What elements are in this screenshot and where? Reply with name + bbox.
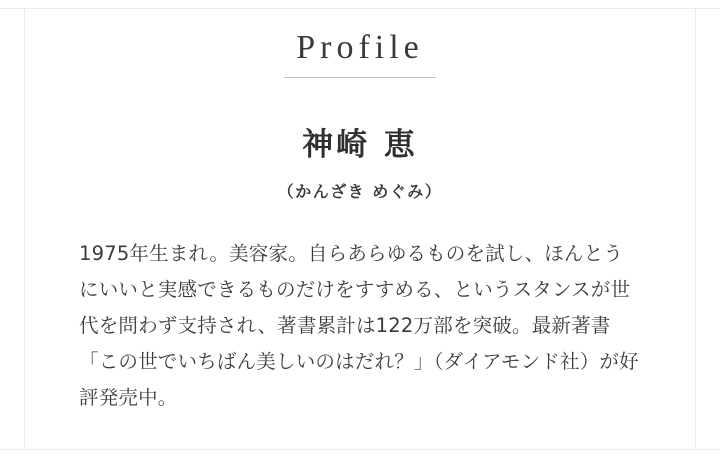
person-name-block [278, 126, 443, 202]
section-heading-block [284, 28, 436, 78]
profile-bio [79, 236, 641, 416]
card-border-bottom [0, 449, 720, 450]
card-border-right [695, 8, 696, 450]
heading-underline-rule [284, 77, 436, 78]
section-heading: Profile [296, 29, 424, 66]
person-name-reading: （かんざき めぐみ） [277, 181, 443, 201]
card-border-top [0, 8, 720, 9]
card-border-left [24, 8, 25, 450]
profile-bio-text: 1975年生まれ。美容家。自らあらゆるものを試し、ほんとうにいいと実感できるものだけをすすめる、というスタンスが世代を問わず支持され、著書累計は122万部を突破。最新著書「この世でいちばん美しいのはだれ？」（ダイアモンド社）が好評発売中。 [79, 241, 639, 409]
person-name: 神崎 恵 [302, 126, 418, 163]
